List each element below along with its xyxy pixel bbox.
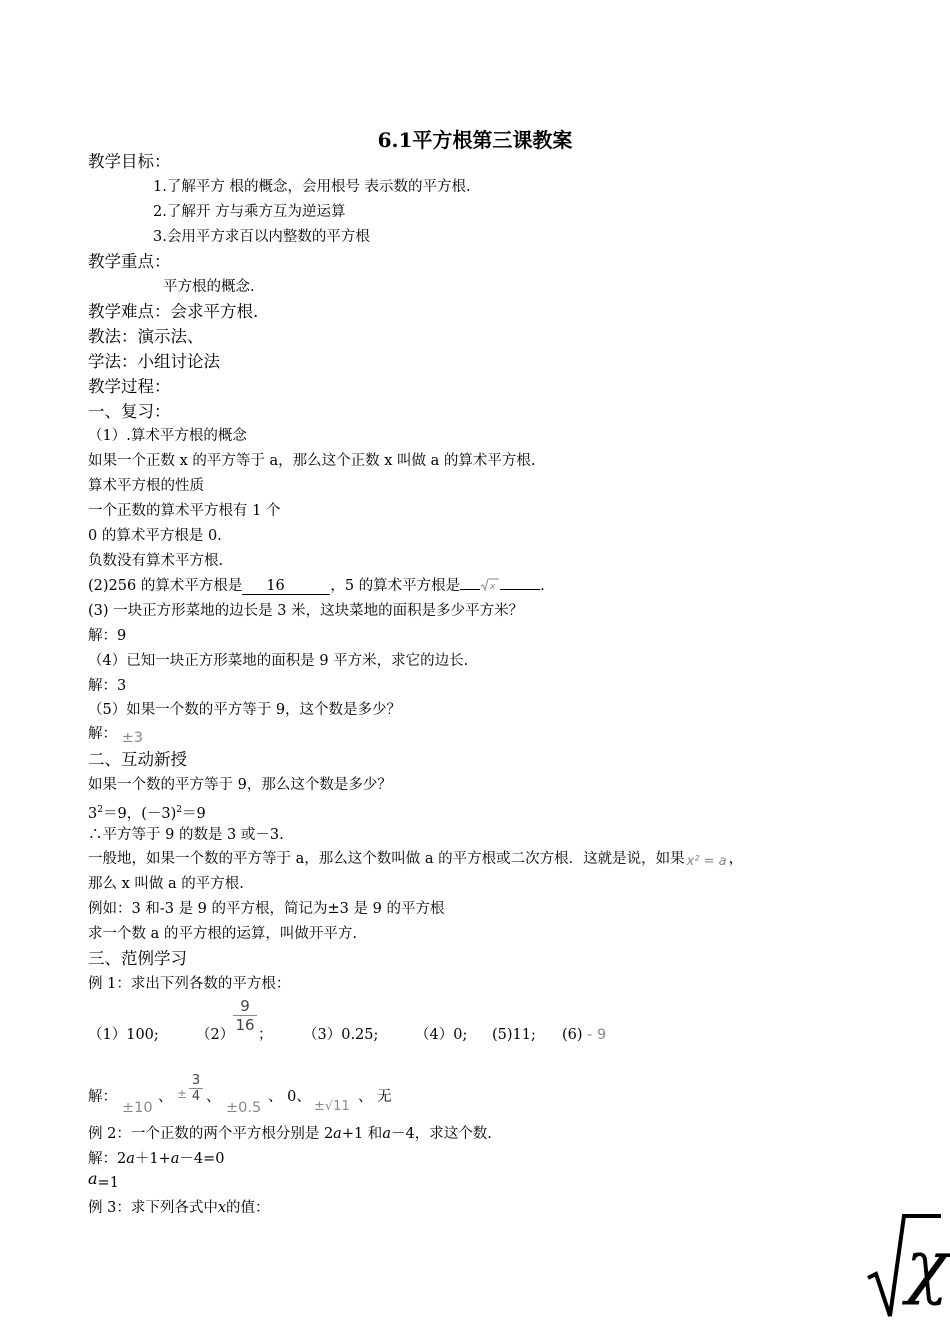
review-prop-title: 算术平方根的性质 [88,478,204,494]
ex2-var-2: a [382,1126,391,1142]
l2-sup-2: 2 [176,805,182,815]
ex2-var-1: a [333,1126,342,1142]
q2-blank-2b [500,589,540,590]
ex2-sol-var-2: a [170,1151,180,1167]
ex1-item-3: （3）0.25; [303,1027,379,1043]
process-heading: 教学过程： [88,377,171,396]
new-l3: ∴平方等于 9 的数是 3 或－3. [88,827,284,843]
ex1-prompt: 例 1：求出下列各数的平方根： [88,976,291,992]
ex2-solution [88,1149,225,1169]
corner-chi: χ [906,1225,949,1307]
ex2-b: +1 和 [341,1126,383,1142]
review-q3: (3) 一块正方形菜地的边长是 3 米，这块菜地的面积是多少平方米？ [88,603,524,619]
ex1-sol-label: 解： [88,1089,117,1105]
ex1-item-2: （2） [196,1027,235,1043]
objective-1: 1.了解平方 根的概念，会用根号 表示数的平方根. [153,179,471,195]
q2-part-b: ，5 的算术平方根是 [330,578,461,594]
ex3-a: 例 3：求下列各式中 [88,1200,218,1216]
review-q2 [88,576,545,597]
key-point-heading: 教学重点： [88,252,171,271]
a5-label: 解： [88,726,117,742]
sol-none: 、 无 [358,1089,392,1105]
ex2-sol-a: 解：2 [88,1151,127,1167]
difficulty: 教学难点：会求平方根. [88,302,259,321]
ex1-item-5: (5)11; [492,1027,536,1043]
ex2-c: －4，求这个数. [390,1126,492,1142]
ex2-sol-var-1: a [126,1151,135,1167]
review-def: 如果一个正数 x 的平方等于 a，那么这个正数 x 叫做 a 的算术平方根. [88,453,536,469]
l2-sup-1: 2 [97,805,103,815]
l2-b: ＝9，(－3) [102,806,177,822]
ex2-prompt [88,1124,492,1144]
sol-sep-1: 、 [158,1089,173,1105]
l4-text: 一般地，如果一个数的平方等于 a，那么这个数叫做 a 的平方根或二次方根．这就是说，如果 [88,851,685,867]
sol-pm05: ±0.5 [226,1100,262,1116]
corner-sqrt-symbol [866,1212,949,1324]
sol-fraction [189,1073,203,1104]
review-heading: 一、复习： [88,402,171,421]
sol-zero: 、 0、 [268,1089,311,1105]
new-l5: 那么 x 叫做 a 的平方根. [88,876,244,892]
q2-blank-1 [242,578,330,595]
ex3-b: 的值： [226,1200,270,1216]
objective-3: 3.会用平方求百以内整数的平方根 [153,229,370,245]
review-prop3: 负数没有算术平方根. [88,553,224,569]
examples-heading: 三、范例学习 [88,949,187,968]
ex3-prompt [88,1198,270,1218]
method-learn: 学法：小组讨论法 [88,352,220,371]
ex1-frac-num: 9 [240,997,250,1015]
q2-part-a: (2)256 的算术平方根是 [88,578,243,594]
l2-c: ＝9 [181,806,206,822]
l2-a: 3 [88,806,98,822]
new-l6: 例如：3 和-3 是 9 的平方根，简记为±3 是 9 的平方根 [88,901,445,917]
sol-pm10: ±10 [122,1100,153,1116]
review-a4: 解：3 [88,678,127,694]
review-q1: （1）.算术平方根的概念 [88,428,247,444]
review-prop1: 一个正数的算术平方根有 1 个 [88,503,281,519]
review-a5 [88,724,143,744]
ex2-res-var: a [88,1169,98,1188]
ex1-item-6-value: - 9 [587,1027,607,1043]
objective-2: 2.了解开 方与乘方互为逆运算 [153,204,346,220]
ex1-item-2-end: ； [258,1027,273,1043]
ex2-res-val: =1 [97,1175,119,1191]
review-q5: （5）如果一个数的平方等于 9，这个数是多少？ [88,702,402,718]
l4-end: ， [728,851,744,867]
ex2-sol-b: ＋1+ [134,1151,171,1167]
ex3-var: x [217,1200,227,1216]
review-q4: （4）已知一块正方形菜地的面积是 9 平方米，求它的边长. [88,653,469,669]
q2-blank-2a [460,589,480,590]
new-heading: 二、互动新授 [88,750,187,769]
sol-frac-num: 3 [191,1073,201,1088]
method-teach: 教法：演示法、 [88,327,204,346]
ex2-result [88,1169,119,1193]
review-a3: 解：9 [88,628,127,644]
new-l2 [88,800,206,824]
objectives-heading: 教学目标： [88,152,171,171]
ex2-sol-c: －4=0 [179,1151,225,1167]
ex1-item-4: （4）0; [415,1027,468,1043]
sol-sep-2: 、 [206,1089,221,1105]
doc-title: 6.1平方根第三课教案 [377,128,573,152]
new-l1: 如果一个数的平方等于 9，那么这个数是多少？ [88,777,392,793]
review-prop2: 0 的算术平方根是 0. [88,528,222,544]
ex1-item-6 [562,1025,606,1045]
new-l7: 求一个数 a 的平方根的运算，叫做开平方. [88,926,357,942]
a5-value: ±3 [121,730,143,746]
q2-answer-1: 16 [266,578,285,594]
ex1-item-6-label: (6) [562,1027,583,1043]
svg-text:x: x [490,582,496,592]
q2-part-c: . [540,578,545,594]
sol-sqrt11: ±√11 [314,1099,350,1114]
new-l4 [88,849,743,870]
ex1-frac-den: 16 [235,1016,255,1034]
sol-frac-den: 4 [191,1089,201,1104]
key-point-text: 平方根的概念. [163,279,255,295]
sol-pm-sign: ± [177,1087,188,1101]
ex1-fraction [233,997,257,1034]
ex1-item-1: （1）100; [88,1027,159,1043]
ex2-a: 例 2：一个正数的两个平方根分别是 2 [88,1126,334,1142]
l4-formula: x² = a [686,854,727,869]
sqrt-x-icon [480,580,500,593]
